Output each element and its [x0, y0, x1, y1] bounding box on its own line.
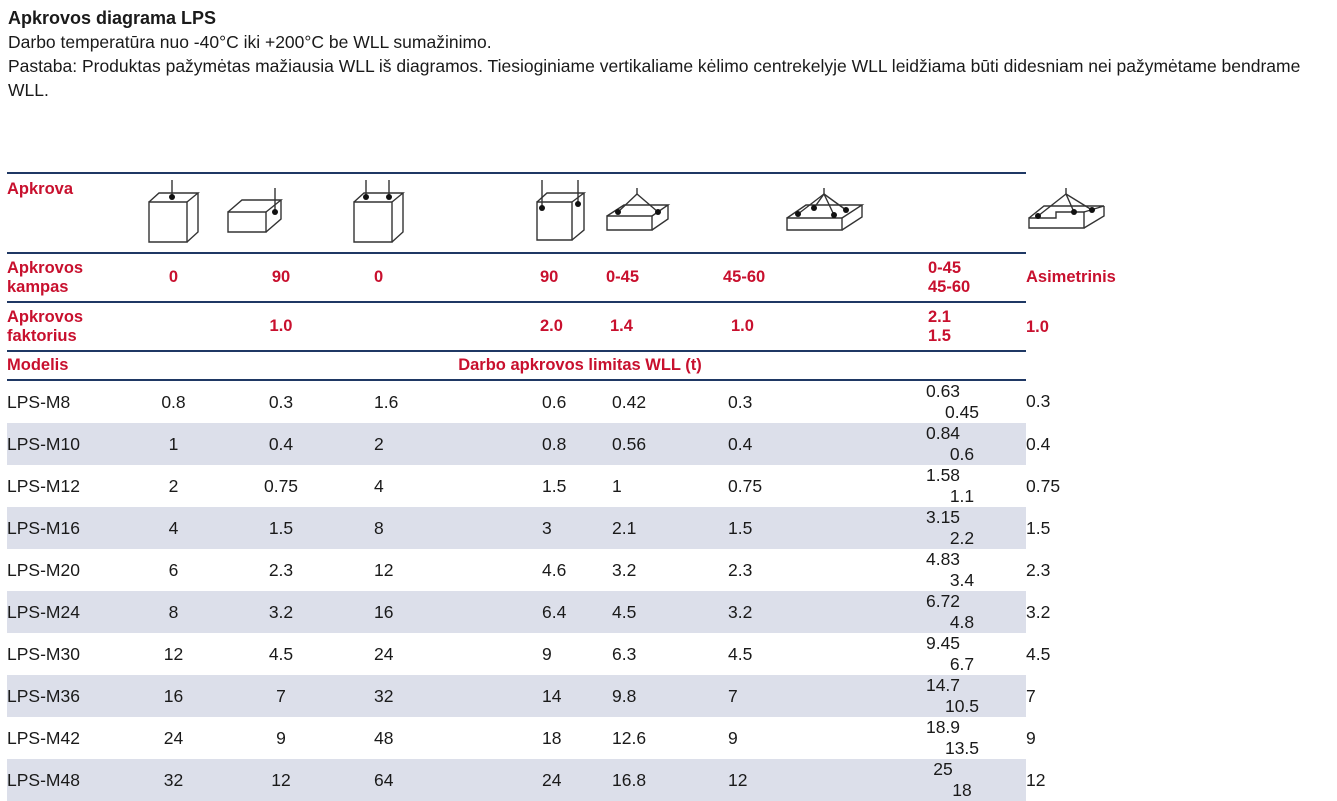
value-cell: 0.4: [213, 423, 349, 465]
table-row: LPS-M36 16 7 32 14 9.8 7 14.710.5 7: [7, 675, 1036, 716]
value-text: 14.7: [925, 675, 961, 695]
load-chart-table: [7, 172, 1116, 801]
value-text: 6.72: [925, 591, 961, 611]
value-cell: [925, 633, 1026, 675]
value-cell: 8: [349, 507, 534, 549]
value-cell: 2: [349, 423, 534, 465]
value-cell: 4.5: [728, 643, 753, 664]
load-angle-label-line2: kampas: [7, 277, 69, 296]
value-cell: 9: [276, 727, 286, 748]
model-cell: LPS-M20: [7, 559, 80, 580]
load-angle-cell: [928, 253, 1026, 302]
value-cell: 0.42: [612, 391, 647, 412]
value-text: 4.8: [949, 612, 975, 632]
value-text: 18: [952, 780, 972, 800]
value-text: 0.84: [925, 423, 961, 443]
load-factor-cell: 1.0: [213, 302, 349, 351]
value-cell: 3.2: [612, 559, 637, 580]
load-factor-cell: [349, 302, 534, 351]
load-angle-cell: 45-60: [723, 253, 928, 302]
load-angle-label: [7, 253, 134, 302]
value-cell: [925, 465, 1026, 507]
model-cell: LPS-M48: [7, 759, 134, 801]
value-cell: 4.5: [598, 591, 723, 633]
load-icon-cell: [349, 173, 534, 253]
load-angle-cell: 90: [213, 253, 349, 302]
table-row: LPS-M8 0.8 0.3 1.6 0.6 0.42 0.3 0.630.45 0.3: [7, 381, 1051, 422]
value-cell: [925, 380, 1026, 423]
model-header-row: [7, 351, 1026, 380]
value-cell: 12: [213, 759, 349, 801]
load-angle-cell: 0-45: [598, 253, 723, 302]
value-cell: [925, 423, 1026, 465]
load-angle-cell: 0: [349, 253, 534, 302]
single-side-lift-icon: [225, 188, 289, 238]
value-text: 2.2: [949, 528, 975, 548]
value-cell: 7: [213, 675, 349, 717]
value-cell: 6: [168, 559, 179, 580]
two-leg-vertical-lift-icon: [349, 180, 409, 246]
value-cell: 0.3: [268, 391, 294, 412]
value-cell: 3.2: [213, 591, 349, 633]
value-cell: 9: [542, 643, 552, 664]
value-cell: 64: [349, 759, 534, 801]
value-text: 25: [933, 759, 953, 779]
value-cell: 0.56: [598, 423, 723, 465]
value-cell: 24: [163, 727, 184, 748]
value-cell: 18: [542, 727, 562, 748]
load-chart-table-wrapper: [7, 172, 1116, 801]
value-cell: 6.4: [534, 591, 598, 633]
value-cell: 3.2: [723, 591, 928, 633]
value-cell: 24: [374, 643, 394, 664]
two-leg-angled-lift-icon: [604, 188, 674, 238]
value-text: 6.7: [949, 654, 975, 674]
value-cell: 4: [374, 475, 384, 496]
model-cell: LPS-M8: [7, 391, 71, 412]
value-cell: 2: [168, 475, 179, 496]
load-icon-cell: [213, 173, 349, 253]
value-cell: 1.5: [723, 507, 928, 549]
load-angle-cell: 90: [534, 253, 598, 302]
intro-section: [8, 6, 1333, 102]
table-row: LPS-M42 24 9 48 18 12.6 9 18.913.5 9: [7, 717, 1036, 758]
value-cell: [925, 507, 1026, 549]
value-text: 3.15: [925, 507, 961, 527]
value-cell: 1: [134, 423, 213, 465]
value-cell: 0.6: [542, 391, 567, 412]
value-text: 9.45: [925, 633, 961, 653]
value-cell: 1.5: [542, 475, 567, 496]
model-cell: LPS-M10: [7, 423, 134, 465]
model-cell: LPS-M12: [7, 475, 80, 496]
value-cell: 0.3: [728, 391, 753, 412]
value-cell: 0.8: [161, 391, 186, 412]
value-cell: [925, 591, 1026, 633]
load-factor-cell: 1.0: [723, 302, 928, 351]
document-title: Apkrovos diagrama LPS: [8, 8, 217, 28]
value-text: 4.83: [925, 549, 961, 569]
load-factor-label: [7, 302, 134, 351]
value-text: 18.9: [925, 717, 961, 737]
wll-header: Darbo apkrovos limitas WLL (t): [134, 351, 1026, 380]
table-row: LPS-M16 4 1.5 8 3 2.1 1.5 3.152.2 1.5: [7, 507, 1051, 548]
value-cell: 12: [723, 759, 928, 801]
load-factor-cell: [928, 302, 1026, 351]
value-text: 1.1: [949, 486, 975, 506]
value-cell: 12: [374, 559, 394, 580]
model-cell: LPS-M24: [7, 591, 134, 633]
value-text: 13.5: [944, 738, 980, 758]
model-cell: LPS-M42: [7, 727, 80, 748]
value-cell: [925, 717, 1026, 759]
load-factor-value-2-1: 2.1: [928, 307, 951, 326]
table-row: LPS-M30 12 4.5 24 9 6.3 4.5 9.456.7 4.5: [7, 633, 1051, 674]
value-cell: 4.6: [542, 559, 567, 580]
value-cell: 16: [349, 591, 534, 633]
value-cell: 0.75: [728, 475, 763, 496]
value-cell: 32: [349, 675, 534, 717]
value-cell: 0.4: [723, 423, 928, 465]
load-angle-label-line1: Apkrovos: [7, 258, 84, 277]
value-cell: [925, 549, 1026, 591]
table-row: LPS-M10 1 0.4 2 0.8 0.56 0.4 0.840.6 0.4: [7, 423, 1051, 464]
value-text: 0.63: [925, 381, 961, 401]
load-icons-row: [7, 173, 1026, 253]
temperature-note: Darbo temperatūra nuo -40°C iki +200°C be WLL sumažinimo.: [8, 32, 492, 52]
value-cell: 8: [134, 591, 213, 633]
model-label: Modelis: [7, 351, 134, 380]
load-factor-cell: [134, 302, 213, 351]
value-cell: 9.8: [598, 675, 723, 717]
value-cell: 3: [534, 507, 598, 549]
load-icon-cell: [784, 173, 1026, 253]
table-row: LPS-M48 32 12 64 24 16.8 12 2518 12: [7, 759, 1046, 800]
value-text: 3.4: [949, 570, 975, 590]
value-cell: 6.3: [612, 643, 637, 664]
value-cell: 1: [612, 475, 622, 496]
value-cell: 1.6: [374, 391, 399, 412]
asymmetric-lift-icon: [1026, 188, 1108, 238]
load-factor-cell: 2.0: [534, 302, 598, 351]
value-cell: 12.6: [612, 727, 647, 748]
load-angle-cell: 0: [134, 253, 213, 302]
value-text: 1.58: [925, 465, 961, 485]
value-cell: 12: [163, 643, 184, 664]
value-cell: 32: [134, 759, 213, 801]
load-factor-row: Apkrovos faktorius 1.0 2.0 1.4 1.0 2.11.5 1.0: [7, 302, 1026, 351]
value-cell: 1.5: [213, 507, 349, 549]
value-cell: 4: [134, 507, 213, 549]
load-factor-cell: 1.4: [598, 302, 723, 351]
table-row: LPS-M20 6 2.3 12 4.6 3.2 2.3 4.833.4 2.3: [7, 549, 1051, 590]
value-cell: 0.8: [534, 423, 598, 465]
load-angle-value-0-45: 0-45: [928, 258, 962, 277]
load-angle-row: Apkrovos kampas 0 90 0 90 0-45 45-60 0-4545-60 Asimetrinis: [7, 253, 1026, 302]
value-cell: 14: [534, 675, 598, 717]
load-icon-cell: [598, 173, 784, 253]
load-factor-label-line1: Apkrovos: [7, 307, 84, 326]
value-text: 0.6: [949, 444, 975, 464]
value-cell: 48: [374, 727, 394, 748]
single-vertical-lift-icon: [144, 180, 204, 246]
value-cell: [928, 759, 1026, 801]
value-cell: 16.8: [598, 759, 723, 801]
value-cell: [925, 675, 1026, 717]
four-leg-angled-lift-icon: [784, 188, 866, 238]
load-factor-label-line2: faktorius: [7, 326, 77, 345]
two-leg-side-lift-icon: [534, 180, 590, 246]
value-cell: 7: [723, 675, 928, 717]
model-cell: LPS-M36: [7, 675, 134, 717]
value-cell: 9: [728, 727, 738, 748]
value-cell: 24: [534, 759, 598, 801]
load-factor-value-1-5: 1.5: [928, 326, 951, 345]
table-row: LPS-M12 2 0.75 4 1.5 1 0.75 1.581.1 0.75: [7, 465, 1061, 506]
load-label: Apkrova: [7, 173, 134, 253]
load-icon-cell: [134, 173, 213, 253]
model-cell: LPS-M30: [7, 643, 80, 664]
value-text: 10.5: [944, 696, 980, 716]
wll-note: Pastaba: Produktas pažymėtas mažiausia WLL iš diagramos. Tiesioginiame vertikaliame kėlimo centrekelyje WLL leidžiama būti didesniam nei pažymėtame bendrame WLL.: [8, 56, 1301, 100]
model-cell: LPS-M16: [7, 507, 134, 549]
value-cell: 2.3: [728, 559, 753, 580]
value-cell: 16: [134, 675, 213, 717]
value-cell: 2.1: [598, 507, 723, 549]
value-cell: 2.3: [268, 559, 294, 580]
load-angle-value-45-60: 45-60: [928, 277, 971, 296]
value-text: 0.45: [944, 402, 980, 422]
table-row: LPS-M24 8 3.2 16 6.4 4.5 3.2 6.724.8 3.2: [7, 591, 1051, 632]
value-cell: 4.5: [268, 643, 294, 664]
load-icon-cell: [534, 173, 598, 253]
value-cell: 0.75: [263, 475, 299, 496]
